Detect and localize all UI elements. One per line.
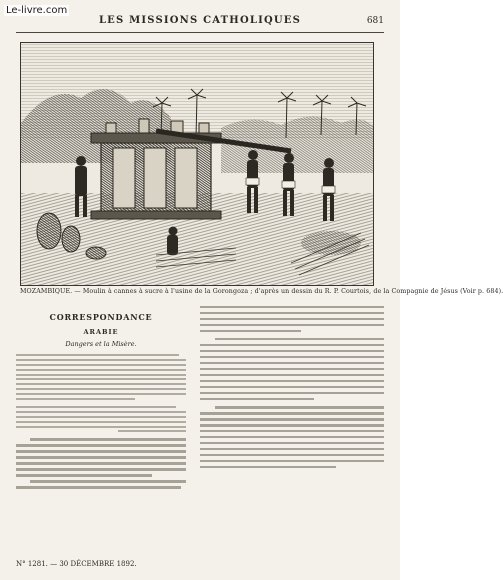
page-number: 681 [366,16,384,26]
watermark: Le-livre.com [6,5,68,16]
right-paragraph-1 [200,306,384,332]
intro-paragraph [16,354,186,400]
issue-number: N° 1281. — 30 DÉCEMBRE 1892. [16,560,137,568]
engraving-illustration [20,42,374,286]
section-subtitle: Dangers et la Misère. [65,340,137,348]
letter-header [16,406,186,432]
right-paragraph-3 [200,406,384,468]
engraving-caption: MOZAMBIQUE. — Moulin à cannes à sucre à l'usine de la Gorongoza ; d'après un dessin du R. P. Courtois, de la Compagnie de Jésus (Voir p. 684). [20,288,503,295]
body-paragraph [16,438,186,488]
right-paragraph-2 [200,338,384,400]
section-place: ARABIE [83,328,119,336]
journal-title: LES MISSIONS CATHOLIQUES [98,15,302,26]
left-column [16,302,186,492]
section-title: CORRESPONDANCE [49,312,153,322]
sugar-mill-engraving [21,43,373,285]
page-footer [16,560,384,570]
right-column [200,302,384,472]
page-header [16,14,384,33]
